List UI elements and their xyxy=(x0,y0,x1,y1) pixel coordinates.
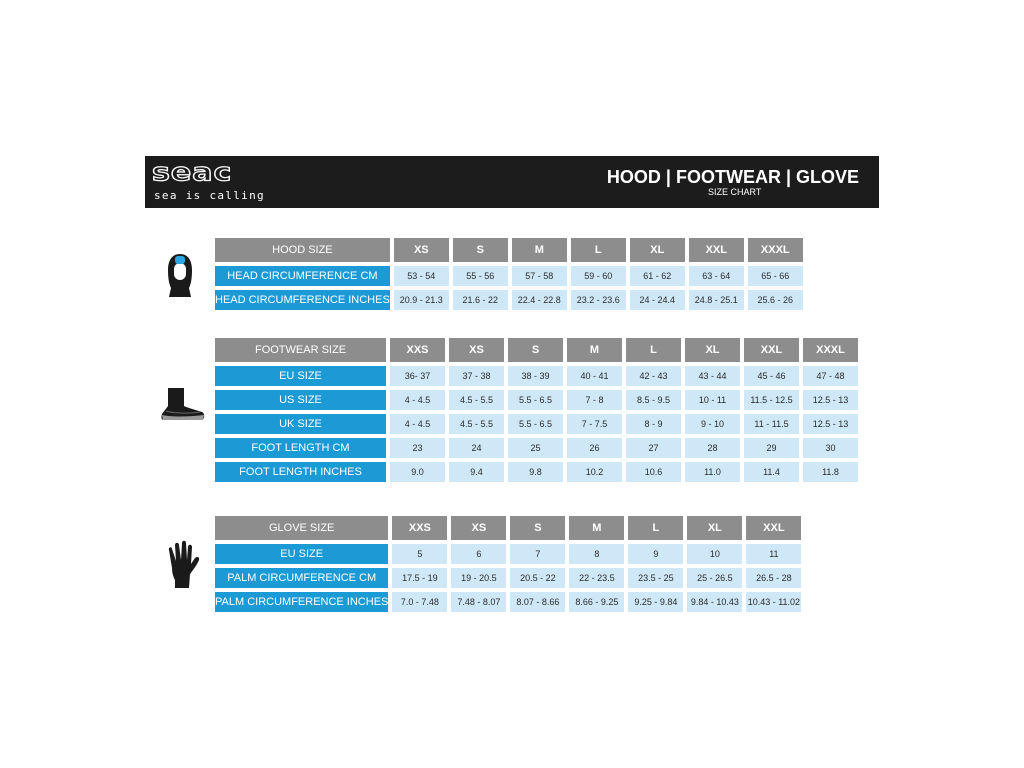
row-label: EU SIZE xyxy=(215,544,388,564)
table-cell: 22.4 - 22.8 xyxy=(512,290,567,310)
table-cell: 9.4 xyxy=(449,462,504,482)
table-cell: 47 - 48 xyxy=(803,366,858,386)
row-label: PALM CIRCUMFERENCE INCHES xyxy=(215,592,388,612)
table-row xyxy=(215,592,801,612)
size-header: XXXL xyxy=(748,238,803,262)
size-header: S xyxy=(510,516,565,540)
table-cell: 53 - 54 xyxy=(394,266,449,286)
row-label: EU SIZE xyxy=(215,366,386,386)
table-cell: 29 xyxy=(744,438,799,458)
table-cell: 63 - 64 xyxy=(689,266,744,286)
table-row xyxy=(215,414,858,434)
table-cell: 38 - 39 xyxy=(508,366,563,386)
size-header: XS xyxy=(394,238,449,262)
table-cell: 11.0 xyxy=(685,462,740,482)
glove-size-table xyxy=(211,512,805,616)
table-row xyxy=(215,266,803,286)
table-cell: 11.8 xyxy=(803,462,858,482)
size-header: XXXL xyxy=(803,338,858,362)
table-cell: 26 xyxy=(567,438,622,458)
size-header: XXL xyxy=(744,338,799,362)
hood-size-title: HOOD SIZE xyxy=(215,238,390,262)
table-cell: 10 xyxy=(687,544,742,564)
table-header-row xyxy=(215,516,801,540)
table-cell: 20.5 - 22 xyxy=(510,568,565,588)
size-header: M xyxy=(512,238,567,262)
size-header: L xyxy=(628,516,683,540)
table-row xyxy=(215,366,858,386)
table-cell: 45 - 46 xyxy=(744,366,799,386)
table-cell: 23.5 - 25 xyxy=(628,568,683,588)
size-header: S xyxy=(508,338,563,362)
table-cell: 26.5 - 28 xyxy=(746,568,801,588)
table-cell: 4 - 4.5 xyxy=(390,414,445,434)
table-cell: 5 xyxy=(392,544,447,564)
hood-size-table xyxy=(211,234,807,314)
table-cell: 11.5 - 12.5 xyxy=(744,390,799,410)
table-cell: 22 - 23.5 xyxy=(569,568,624,588)
page-title: HOOD | FOOTWEAR | GLOVE xyxy=(606,167,859,187)
table-cell: 4.5 - 5.5 xyxy=(449,390,504,410)
header-banner xyxy=(145,156,879,208)
size-header: XXS xyxy=(390,338,445,362)
table-cell: 36- 37 xyxy=(390,366,445,386)
table-cell: 9.8 xyxy=(508,462,563,482)
boot-icon xyxy=(158,386,206,424)
table-row xyxy=(215,390,858,410)
table-cell: 7 - 8 xyxy=(567,390,622,410)
table-cell: 10 - 11 xyxy=(685,390,740,410)
row-label: PALM CIRCUMFERENCE CM xyxy=(215,568,388,588)
table-cell: 21.6 - 22 xyxy=(453,290,508,310)
size-header: L xyxy=(626,338,681,362)
table-cell: 11 xyxy=(746,544,801,564)
row-label: FOOT LENGTH CM xyxy=(215,438,386,458)
table-cell: 12.5 - 13 xyxy=(803,414,858,434)
table-cell: 24 - 24.4 xyxy=(630,290,685,310)
footwear-size-title: FOOTWEAR SIZE xyxy=(215,338,386,362)
table-cell: 27 xyxy=(626,438,681,458)
table-cell: 9.84 - 10.43 xyxy=(687,592,742,612)
size-header: L xyxy=(571,238,626,262)
glove-icon xyxy=(163,540,201,590)
table-cell: 11.4 xyxy=(744,462,799,482)
table-cell: 65 - 66 xyxy=(748,266,803,286)
table-cell: 5.5 - 6.5 xyxy=(508,390,563,410)
size-header: XL xyxy=(685,338,740,362)
table-header-row xyxy=(215,238,803,262)
size-header: XL xyxy=(630,238,685,262)
table-cell: 30 xyxy=(803,438,858,458)
size-header: XXL xyxy=(689,238,744,262)
table-cell: 8.5 - 9.5 xyxy=(626,390,681,410)
table-cell: 37 - 38 xyxy=(449,366,504,386)
table-cell: 10.2 xyxy=(567,462,622,482)
glove-size-title: GLOVE SIZE xyxy=(215,516,388,540)
row-label: HEAD CIRCUMFERENCE CM xyxy=(215,266,390,286)
size-header: XL xyxy=(687,516,742,540)
table-header-row xyxy=(215,338,858,362)
table-cell: 10.6 xyxy=(626,462,681,482)
table-cell: 24 xyxy=(449,438,504,458)
table-cell: 23.2 - 23.6 xyxy=(571,290,626,310)
table-cell: 20.9 - 21.3 xyxy=(394,290,449,310)
logo-tagline: sea is calling xyxy=(154,189,265,202)
table-cell: 11 - 11.5 xyxy=(744,414,799,434)
table-cell: 9.0 xyxy=(390,462,445,482)
table-cell: 25 xyxy=(508,438,563,458)
size-header: XXS xyxy=(392,516,447,540)
size-header: XS xyxy=(449,338,504,362)
size-header: M xyxy=(569,516,624,540)
table-cell: 10.43 - 11.02 xyxy=(746,592,801,612)
table-cell: 7.48 - 8.07 xyxy=(451,592,506,612)
footwear-size-table xyxy=(211,334,862,486)
table-cell: 61 - 62 xyxy=(630,266,685,286)
table-cell: 40 - 41 xyxy=(567,366,622,386)
row-label: FOOT LENGTH INCHES xyxy=(215,462,386,482)
table-row xyxy=(215,568,801,588)
table-cell: 25.6 - 26 xyxy=(748,290,803,310)
table-cell: 9 - 10 xyxy=(685,414,740,434)
page-subtitle: SIZE CHART xyxy=(708,187,762,197)
table-cell: 55 - 56 xyxy=(453,266,508,286)
table-cell: 8.66 - 9.25 xyxy=(569,592,624,612)
table-cell: 19 - 20.5 xyxy=(451,568,506,588)
table-cell: 4.5 - 5.5 xyxy=(449,414,504,434)
table-cell: 4 - 4.5 xyxy=(390,390,445,410)
table-row xyxy=(215,438,858,458)
table-cell: 12.5 - 13 xyxy=(803,390,858,410)
table-cell: 6 xyxy=(451,544,506,564)
table-row xyxy=(215,462,858,482)
table-cell: 42 - 43 xyxy=(626,366,681,386)
table-cell: 7 xyxy=(510,544,565,564)
table-cell: 7.0 - 7.48 xyxy=(392,592,447,612)
row-label: UK SIZE xyxy=(215,414,386,434)
table-cell: 25 - 26.5 xyxy=(687,568,742,588)
seac-logo: seac xyxy=(152,158,233,187)
hood-icon xyxy=(165,253,195,299)
table-cell: 7 - 7.5 xyxy=(567,414,622,434)
size-header: XXL xyxy=(746,516,801,540)
table-row xyxy=(215,544,801,564)
table-cell: 28 xyxy=(685,438,740,458)
table-cell: 43 - 44 xyxy=(685,366,740,386)
table-cell: 9.25 - 9.84 xyxy=(628,592,683,612)
table-cell: 8.07 - 8.66 xyxy=(510,592,565,612)
table-cell: 5.5 - 6.5 xyxy=(508,414,563,434)
table-cell: 59 - 60 xyxy=(571,266,626,286)
table-cell: 24.8 - 25.1 xyxy=(689,290,744,310)
table-cell: 8 - 9 xyxy=(626,414,681,434)
table-cell: 8 xyxy=(569,544,624,564)
table-cell: 9 xyxy=(628,544,683,564)
table-cell: 17.5 - 19 xyxy=(392,568,447,588)
size-header: XS xyxy=(451,516,506,540)
table-row xyxy=(215,290,803,310)
table-cell: 57 - 58 xyxy=(512,266,567,286)
size-header: M xyxy=(567,338,622,362)
table-cell: 23 xyxy=(390,438,445,458)
row-label: HEAD CIRCUMFERENCE INCHES xyxy=(215,290,390,310)
size-header: S xyxy=(453,238,508,262)
row-label: US SIZE xyxy=(215,390,386,410)
